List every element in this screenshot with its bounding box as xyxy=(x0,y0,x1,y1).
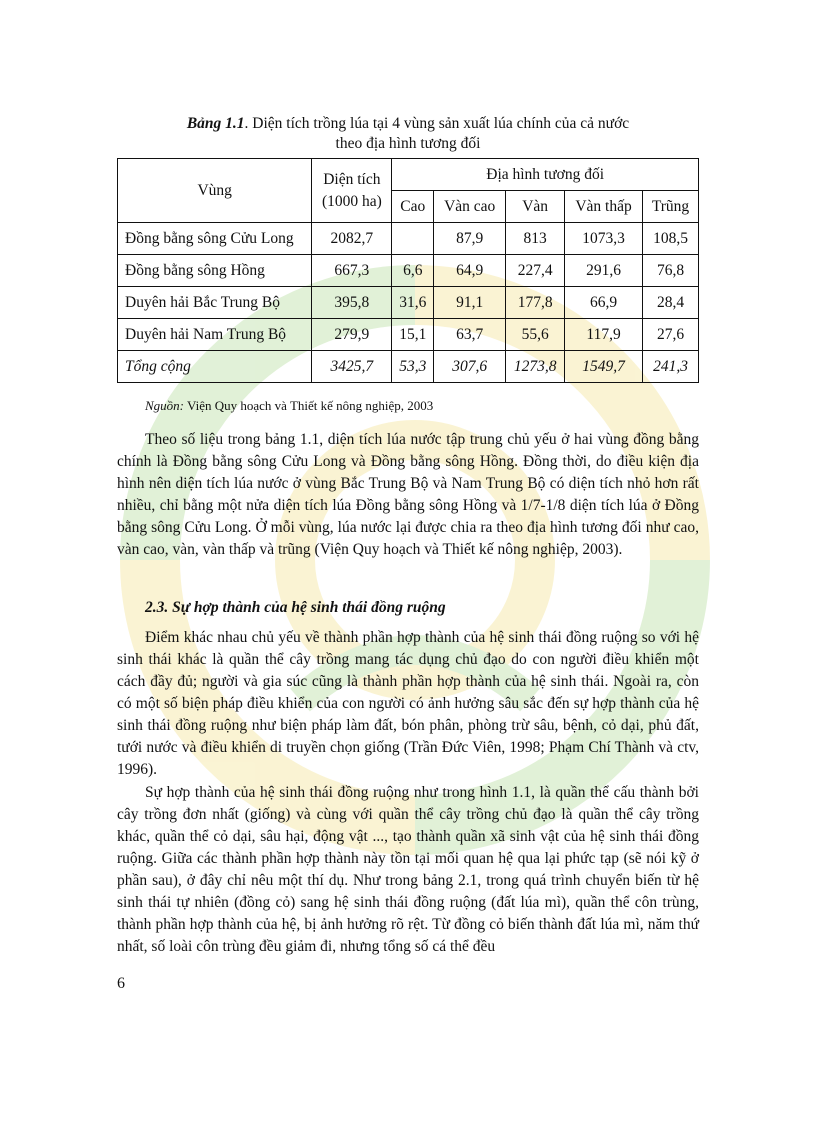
cell-cao: 31,6 xyxy=(392,287,434,319)
header-terrain: Địa hình tương đối xyxy=(392,159,699,191)
section-heading: 2.3. Sự hợp thành của hệ sinh thái đồng ruộng xyxy=(145,599,446,616)
table-caption-text: . Diện tích trồng lúa tại 4 vùng sản xuất lúa chính của cả nước xyxy=(244,115,630,132)
header-region: Vùng xyxy=(118,159,312,223)
cell-cao: 15,1 xyxy=(392,319,434,351)
header-van-thap: Vàn thấp xyxy=(565,191,643,223)
cell-cao: 6,6 xyxy=(392,255,434,287)
cell-van: 177,8 xyxy=(506,287,565,319)
cell-van-thap: 66,9 xyxy=(565,287,643,319)
page-number: 6 xyxy=(117,975,125,992)
header-area xyxy=(312,159,392,223)
cell-van-cao: 64,9 xyxy=(434,255,506,287)
cell-area: 279,9 xyxy=(312,319,392,351)
rice-area-table xyxy=(117,158,699,383)
total-area: 3425,7 xyxy=(312,351,392,383)
cell-area: 2082,7 xyxy=(312,223,392,255)
table-caption-label: Bảng 1.1 xyxy=(186,115,245,132)
cell-van: 55,6 xyxy=(506,319,565,351)
table-row xyxy=(118,255,699,287)
table-row xyxy=(118,287,699,319)
cell-van-cao: 87,9 xyxy=(434,223,506,255)
cell-van-cao: 91,1 xyxy=(434,287,506,319)
row-name: Duyên hải Bắc Trung Bộ xyxy=(118,287,312,319)
cell-trung: 76,8 xyxy=(643,255,699,287)
table-source xyxy=(145,398,433,414)
total-name: Tổng cộng xyxy=(118,351,312,383)
cell-cao xyxy=(392,223,434,255)
table-caption-line2: theo địa hình tương đối xyxy=(335,135,481,152)
total-van-thap: 1549,7 xyxy=(565,351,643,383)
header-trung: Trũng xyxy=(643,191,699,223)
header-cao: Cao xyxy=(392,191,434,223)
table-row xyxy=(118,223,699,255)
table-caption xyxy=(117,114,699,154)
source-text: Viện Quy hoạch và Thiết kế nông nghiệp, 2003 xyxy=(184,398,434,413)
header-van: Vàn xyxy=(506,191,565,223)
paragraph-3: Sự hợp thành của hệ sinh thái đồng ruộng như trong hình 1.1, là quần thể cấu thành bởi cây trồng đơn nhất (giống) và cùng với quần thể cây trồng chủ đạo là quần thể cây trồng khác, quần thể cỏ dại, sâu hại, động vật ..., tạo thành quần xã sinh vật của hệ sinh thái đồng ruộng. Giữa các thành phần hợp thành này tồn tại mối quan hệ qua lại phức tạp (sẽ nói kỹ ở phần sau), ở đây chỉ nêu một thí dụ. Như trong bảng 2.1, trong quá trình chuyển biến từ hệ sinh thái tự nhiên (đồng cỏ) sang hệ sinh thái đồng ruộng (đất lúa mì), quần thể côn trùng, thành phần hợp thành của hệ, bị ảnh hưởng rõ rệt. Từ đồng cỏ biến thành đất lúa mì, năm thứ nhất, số loài côn trùng đều giảm đi, nhưng tổng số cá thể đều xyxy=(117,784,699,955)
cell-van-thap: 117,9 xyxy=(565,319,643,351)
total-van: 1273,8 xyxy=(506,351,565,383)
cell-area: 667,3 xyxy=(312,255,392,287)
table-total-row xyxy=(118,351,699,383)
cell-van: 227,4 xyxy=(506,255,565,287)
cell-van: 813 xyxy=(506,223,565,255)
row-name: Duyên hải Nam Trung Bộ xyxy=(118,319,312,351)
total-cao: 53,3 xyxy=(392,351,434,383)
header-van-cao: Vàn cao xyxy=(434,191,506,223)
cell-van-cao: 63,7 xyxy=(434,319,506,351)
cell-van-thap: 291,6 xyxy=(565,255,643,287)
table-header-row xyxy=(118,159,699,191)
cell-trung: 108,5 xyxy=(643,223,699,255)
source-label: Nguồn: xyxy=(145,398,184,413)
total-van-cao: 307,6 xyxy=(434,351,506,383)
header-area-line1: Diện tích xyxy=(323,170,381,188)
header-area-line2: (1000 ha) xyxy=(321,192,382,210)
cell-area: 395,8 xyxy=(312,287,392,319)
cell-trung: 28,4 xyxy=(643,287,699,319)
cell-trung: 27,6 xyxy=(643,319,699,351)
total-trung: 241,3 xyxy=(643,351,699,383)
row-name: Đồng bằng sông Cửu Long xyxy=(118,223,312,255)
paragraph-2: Điểm khác nhau chủ yếu về thành phần hợp thành của hệ sinh thái đồng ruộng so với hệ sinh thái khác là quần thể cây trồng mang tác dụng chủ đạo do con người điều khiển một cách đầy đủ; người và gia súc cũng là thành phần hợp thành của hệ sinh thái. Ngoài ra, còn có một số biện pháp điều khiển của con người có ảnh hưởng sâu sắc đến sự hợp thành của hệ sinh thái đồng ruộng như biện pháp làm đất, bón phân, phòng trừ sâu, bệnh, cỏ dại, phủ đất, tưới nước và điều khiển di truyền chọn giống (Trần Đức Viên, 1998; Phạm Chí Thành và ctv, 1996). xyxy=(117,629,699,778)
cell-van-thap: 1073,3 xyxy=(565,223,643,255)
row-name: Đồng bằng sông Hồng xyxy=(118,255,312,287)
paragraph-1: Theo số liệu trong bảng 1.1, diện tích lúa nước tập trung chủ yếu ở hai vùng đồng bằng chính là Đồng bằng sông Cửu Long và Đồng bằng sông Hồng. Đồng thời, do điều kiện địa hình nên diện tích lúa nước ở vùng Bắc Trung Bộ và Nam Trung Bộ có diện tích nhỏ hơn rất nhiều, chỉ bằng một nửa diện tích lúa Đồng bằng sông Hồng và 1/7-1/8 diện tích lúa ở Đồng bằng sông Cửu Long. Ở mỗi vùng, lúa nước lại được chia ra theo địa hình tương đối như cao, vàn cao, vàn, vàn thấp và trũng (Viện Quy hoạch và Thiết kế nông nghiệp, 2003). xyxy=(117,431,699,558)
table-row xyxy=(118,319,699,351)
